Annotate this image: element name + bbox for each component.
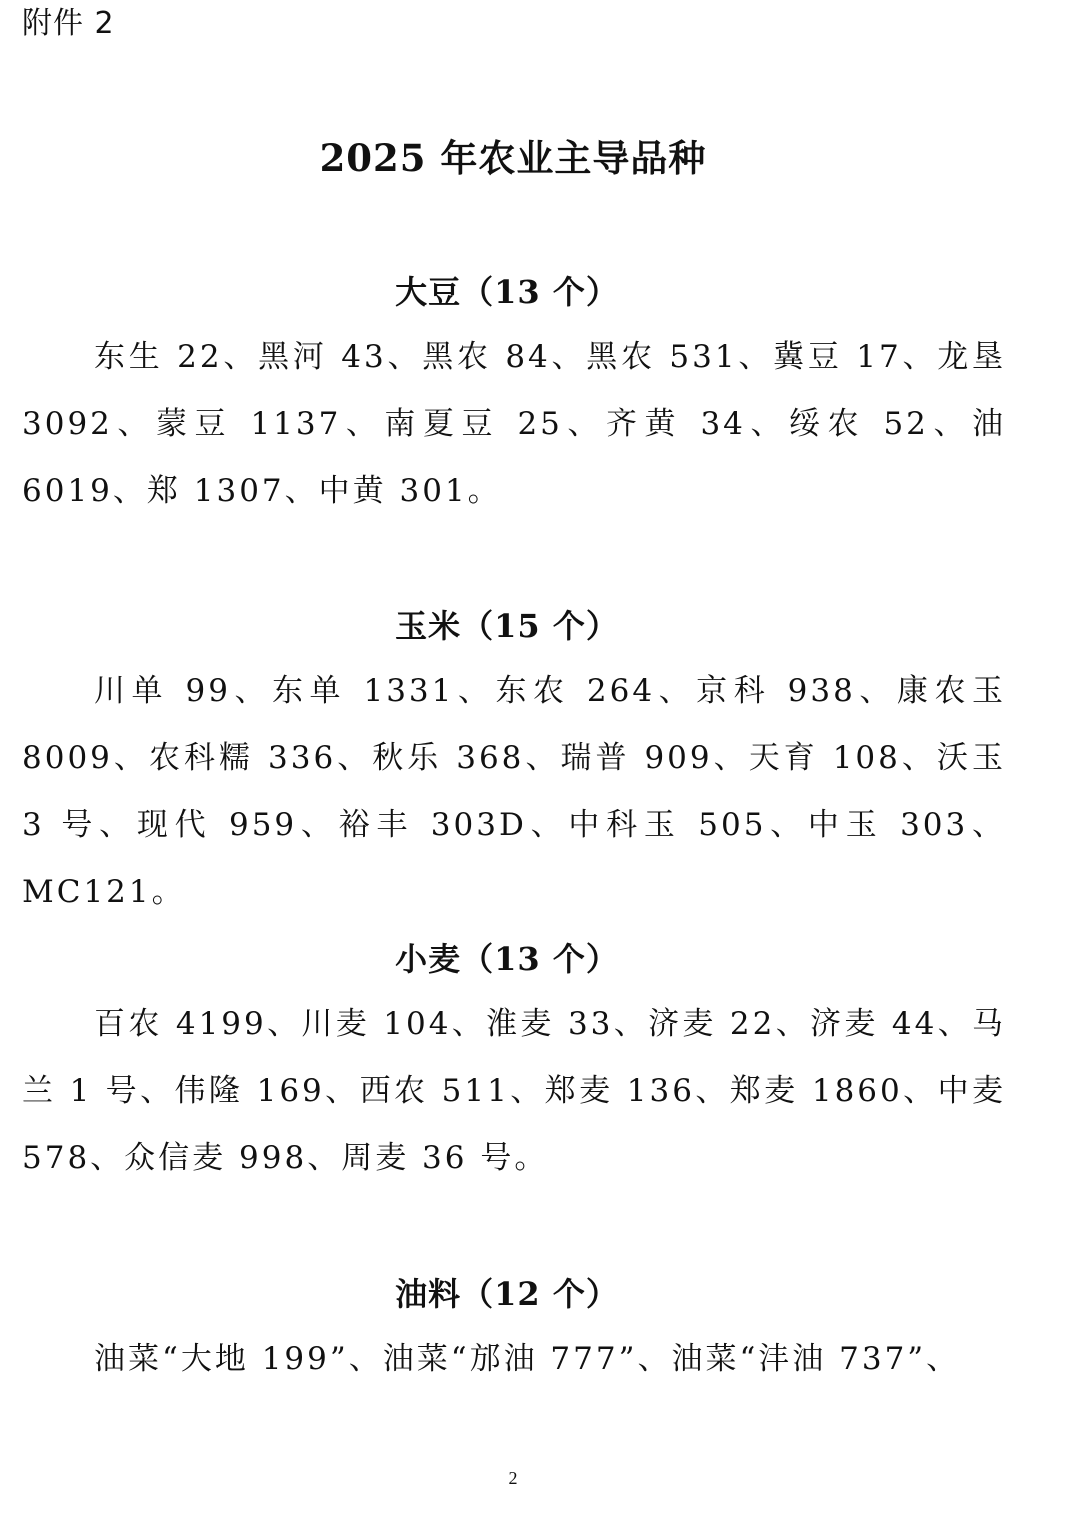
section-heading-soybean: 大豆（13 个） (395, 273, 619, 311)
page-title: 2025 年农业主导品种 (319, 136, 707, 180)
section-heading-wheat: 小麦（13 个） (395, 940, 619, 978)
page-number: 2 (508, 1468, 518, 1488)
section-varieties-soybean: 东生 22、黑河 43、黑农 84、黑农 531、冀豆 17、龙垦 3092、蒙豆 1137、南夏豆 25、齐黄 34、绥农 52、油 6019、郑 1307、中黄 301。 (22, 339, 1006, 509)
section-varieties-oilseed: 油菜“大地 199”、油菜“邡油 777”、油菜“沣油 737”、 (94, 1341, 961, 1377)
section-heading-corn: 玉米（15 个） (395, 607, 619, 645)
section-varieties-corn: 川单 99、东单 1331、东农 264、京科 938、康农玉 8009、农科糯 336、秋乐 368、瑞普 909、天育 108、沃玉 3 号、现代 959、裕丰 303D、中科玉 505、中玉 303、MC121。 (22, 673, 1006, 910)
attachment-label: 附件 2 (22, 6, 115, 41)
section-varieties-wheat: 百农 4199、川麦 104、淮麦 33、济麦 22、济麦 44、马兰 1 号、伟隆 169、西农 511、郑麦 136、郑麦 1860、中麦 578、众信麦 998、周麦 36 号。 (22, 1006, 1006, 1176)
section-heading-oilseed: 油料（12 个） (395, 1275, 619, 1313)
